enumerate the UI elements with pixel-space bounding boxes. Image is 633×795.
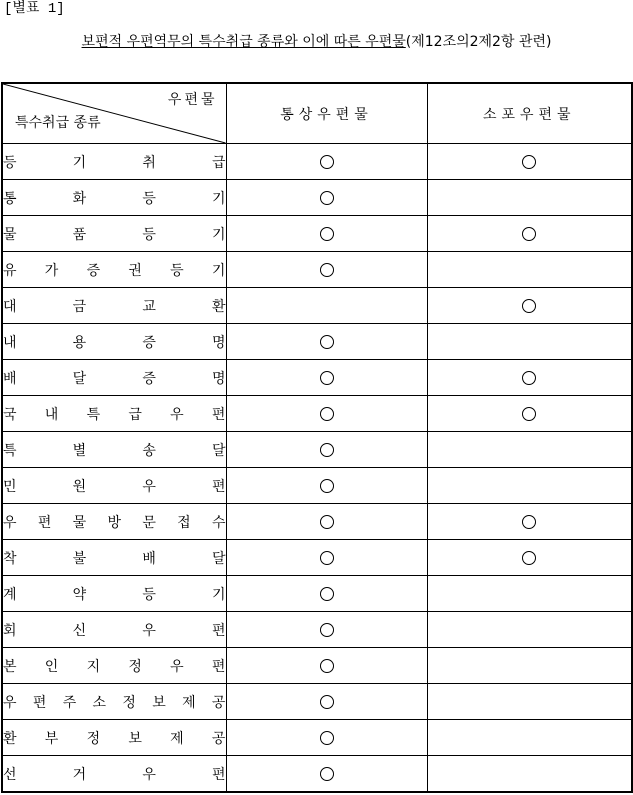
name-char: 편 xyxy=(211,766,226,783)
parcel-mail-cell xyxy=(427,720,632,756)
name-char: 제 xyxy=(182,694,196,711)
handling-type-text xyxy=(3,188,226,208)
regular-mail-cell xyxy=(226,432,427,468)
handling-type-name xyxy=(2,684,226,720)
name-char: 인 xyxy=(44,658,59,675)
name-char: 기 xyxy=(211,586,226,603)
name-char: 권 xyxy=(128,262,142,279)
table-row xyxy=(2,288,632,324)
handling-type-name xyxy=(2,288,226,324)
name-char: 달 xyxy=(72,370,87,387)
name-char: 기 xyxy=(211,262,226,279)
parcel-mail-cell xyxy=(427,396,632,432)
parcel-mail-cell xyxy=(427,360,632,396)
handling-type-name xyxy=(2,756,226,793)
name-char: 정 xyxy=(128,658,142,675)
handling-type-text xyxy=(3,656,226,676)
name-char: 내 xyxy=(3,334,17,351)
parcel-mail-cell xyxy=(427,684,632,720)
parcel-mail-cell xyxy=(427,216,632,252)
name-char: 기 xyxy=(211,226,226,243)
applicable-circle-mark xyxy=(320,155,334,169)
name-char: 명 xyxy=(211,370,226,387)
name-char: 접 xyxy=(177,514,191,531)
handling-type-name xyxy=(2,432,226,468)
parcel-mail-cell xyxy=(427,576,632,612)
table-row xyxy=(2,432,632,468)
applicable-circle-mark xyxy=(522,299,536,313)
name-char: 신 xyxy=(72,622,87,639)
annex-label: [별표 1] xyxy=(4,1,65,17)
table-row xyxy=(2,684,632,720)
applicable-circle-mark xyxy=(320,659,334,673)
regular-mail-cell xyxy=(226,504,427,540)
name-char: 거 xyxy=(72,766,87,783)
name-char: 급 xyxy=(211,154,226,171)
table-row xyxy=(2,360,632,396)
handling-type-text xyxy=(3,152,226,172)
name-char: 공 xyxy=(211,694,226,711)
name-char: 명 xyxy=(211,334,226,351)
handling-type-name xyxy=(2,324,226,360)
name-char: 본 xyxy=(3,658,17,675)
parcel-mail-cell xyxy=(427,288,632,324)
applicable-circle-mark xyxy=(320,623,334,637)
table-header-row xyxy=(2,83,632,144)
regular-mail-cell xyxy=(226,216,427,252)
name-char: 증 xyxy=(86,262,101,279)
name-char: 제 xyxy=(170,730,184,747)
applicable-circle-mark xyxy=(320,587,334,601)
name-char: 용 xyxy=(72,334,87,351)
name-char: 회 xyxy=(3,622,17,639)
table-row xyxy=(2,180,632,216)
table-row xyxy=(2,396,632,432)
regular-mail-cell xyxy=(226,144,427,180)
applicable-circle-mark xyxy=(320,443,334,457)
name-char: 교 xyxy=(142,298,156,315)
name-char: 화 xyxy=(72,190,87,207)
handling-type-text xyxy=(3,620,226,640)
handling-type-text xyxy=(3,368,226,388)
table-body xyxy=(2,144,632,793)
name-char: 증 xyxy=(142,334,156,351)
name-char: 취 xyxy=(142,154,156,171)
handling-type-name xyxy=(2,252,226,288)
handling-type-name xyxy=(2,360,226,396)
table-row xyxy=(2,720,632,756)
name-char: 공 xyxy=(211,730,226,747)
header-regular-mail: 통상우편물 xyxy=(226,83,427,144)
applicable-circle-mark xyxy=(320,515,334,529)
table-row xyxy=(2,576,632,612)
handling-type-name xyxy=(2,468,226,504)
name-char: 특 xyxy=(3,442,17,459)
regular-mail-cell xyxy=(226,684,427,720)
regular-mail-cell xyxy=(226,720,427,756)
name-char: 별 xyxy=(72,442,87,459)
handling-type-name xyxy=(2,612,226,648)
parcel-mail-cell xyxy=(427,648,632,684)
name-char: 등 xyxy=(170,262,184,279)
handling-type-text xyxy=(3,296,226,316)
regular-mail-cell xyxy=(226,612,427,648)
name-char: 부 xyxy=(44,730,59,747)
table-row xyxy=(2,612,632,648)
applicable-circle-mark xyxy=(522,371,536,385)
name-char: 특 xyxy=(86,406,101,423)
handling-type-name xyxy=(2,216,226,252)
name-char: 환 xyxy=(3,730,17,747)
parcel-mail-cell xyxy=(427,252,632,288)
name-char: 편 xyxy=(37,514,52,531)
special-handling-table xyxy=(1,82,633,793)
name-char: 우 xyxy=(3,514,17,531)
document-title xyxy=(0,33,633,51)
applicable-circle-mark xyxy=(320,371,334,385)
table-row xyxy=(2,756,632,793)
name-char: 방 xyxy=(107,514,122,531)
table-row xyxy=(2,648,632,684)
handling-type-text xyxy=(3,692,226,712)
handling-type-name xyxy=(2,396,226,432)
name-char: 우 xyxy=(170,406,184,423)
name-char: 등 xyxy=(142,190,156,207)
name-char: 환 xyxy=(211,298,226,315)
applicable-circle-mark xyxy=(320,695,334,709)
applicable-circle-mark xyxy=(320,407,334,421)
handling-type-text xyxy=(3,332,226,352)
regular-mail-cell xyxy=(226,468,427,504)
parcel-mail-cell xyxy=(427,756,632,793)
name-char: 달 xyxy=(211,550,226,567)
handling-type-text xyxy=(3,764,226,784)
applicable-circle-mark xyxy=(320,479,334,493)
name-char: 약 xyxy=(72,586,87,603)
parcel-mail-cell xyxy=(427,504,632,540)
name-char: 지 xyxy=(86,658,101,675)
handling-type-text xyxy=(3,224,226,244)
name-char: 불 xyxy=(72,550,87,567)
handling-type-text xyxy=(3,728,226,748)
name-char: 주 xyxy=(62,694,77,711)
regular-mail-cell xyxy=(226,360,427,396)
name-char: 편 xyxy=(211,406,226,423)
regular-mail-cell xyxy=(226,288,427,324)
name-char: 우 xyxy=(3,694,17,711)
title-reference: (제12조의2제2항 관련) xyxy=(405,34,552,50)
name-char: 선 xyxy=(3,766,17,783)
name-char: 가 xyxy=(44,262,59,279)
applicable-circle-mark xyxy=(522,155,536,169)
table-row xyxy=(2,216,632,252)
name-char: 계 xyxy=(3,586,17,603)
name-char: 우 xyxy=(142,622,156,639)
name-char: 정 xyxy=(86,730,101,747)
handling-type-text xyxy=(3,404,226,424)
handling-type-name xyxy=(2,144,226,180)
name-char: 등 xyxy=(3,154,17,171)
handling-type-text xyxy=(3,548,226,568)
regular-mail-cell xyxy=(226,252,427,288)
regular-mail-cell xyxy=(226,756,427,793)
name-char: 기 xyxy=(211,190,226,207)
parcel-mail-cell xyxy=(427,540,632,576)
name-char: 우 xyxy=(170,658,184,675)
name-char: 유 xyxy=(3,262,17,279)
parcel-mail-cell xyxy=(427,468,632,504)
name-char: 배 xyxy=(3,370,17,387)
table-row xyxy=(2,504,632,540)
name-char: 등 xyxy=(142,226,156,243)
regular-mail-cell xyxy=(226,180,427,216)
name-char: 국 xyxy=(3,406,17,423)
name-char: 물 xyxy=(3,226,17,243)
applicable-circle-mark xyxy=(522,227,536,241)
parcel-mail-cell xyxy=(427,180,632,216)
handling-type-text xyxy=(3,260,226,280)
name-char: 정 xyxy=(122,694,136,711)
handling-type-text xyxy=(3,476,226,496)
name-char: 달 xyxy=(211,442,226,459)
name-char: 송 xyxy=(142,442,156,459)
parcel-mail-cell xyxy=(427,612,632,648)
parcel-mail-cell xyxy=(427,144,632,180)
name-char: 배 xyxy=(142,550,156,567)
name-char: 문 xyxy=(142,514,156,531)
name-char: 물 xyxy=(72,514,87,531)
name-char: 보 xyxy=(128,730,142,747)
regular-mail-cell xyxy=(226,396,427,432)
applicable-circle-mark xyxy=(320,731,334,745)
header-parcel-mail: 소포우편물 xyxy=(427,83,632,144)
regular-mail-cell xyxy=(226,540,427,576)
table-row xyxy=(2,324,632,360)
table-row xyxy=(2,540,632,576)
applicable-circle-mark xyxy=(320,191,334,205)
name-char: 민 xyxy=(3,478,17,495)
handling-type-name xyxy=(2,180,226,216)
applicable-circle-mark xyxy=(522,515,536,529)
name-char: 우 xyxy=(142,766,156,783)
handling-type-name xyxy=(2,720,226,756)
name-char: 기 xyxy=(72,154,87,171)
table-row xyxy=(2,144,632,180)
regular-mail-cell xyxy=(226,576,427,612)
applicable-circle-mark xyxy=(320,767,334,781)
header-mail-type-label: 우편물 xyxy=(167,92,218,108)
handling-type-name xyxy=(2,648,226,684)
applicable-circle-mark xyxy=(522,407,536,421)
parcel-mail-cell xyxy=(427,432,632,468)
name-char: 편 xyxy=(32,694,47,711)
regular-mail-cell xyxy=(226,648,427,684)
name-char: 수 xyxy=(211,514,226,531)
handling-type-name xyxy=(2,504,226,540)
parcel-mail-cell xyxy=(427,324,632,360)
name-char: 편 xyxy=(211,478,226,495)
applicable-circle-mark xyxy=(522,551,536,565)
name-char: 우 xyxy=(142,478,156,495)
name-char: 보 xyxy=(152,694,166,711)
applicable-circle-mark xyxy=(320,227,334,241)
handling-type-name xyxy=(2,576,226,612)
name-char: 내 xyxy=(44,406,59,423)
name-char: 급 xyxy=(128,406,142,423)
name-char: 편 xyxy=(211,622,226,639)
name-char: 금 xyxy=(72,298,87,315)
diagonal-header-cell xyxy=(2,83,226,144)
name-char: 증 xyxy=(142,370,156,387)
applicable-circle-mark xyxy=(320,263,334,277)
handling-type-text xyxy=(3,512,226,532)
table-row xyxy=(2,252,632,288)
handling-type-name xyxy=(2,540,226,576)
applicable-circle-mark xyxy=(320,551,334,565)
handling-type-text xyxy=(3,440,226,460)
name-char: 등 xyxy=(142,586,156,603)
title-main: 보편적 우편역무의 특수취급 종류와 이에 따른 우편물 xyxy=(81,34,406,50)
name-char: 소 xyxy=(92,694,107,711)
name-char: 대 xyxy=(3,298,17,315)
name-char: 편 xyxy=(211,658,226,675)
name-char: 통 xyxy=(3,190,17,207)
name-char: 품 xyxy=(72,226,87,243)
handling-type-text xyxy=(3,584,226,604)
regular-mail-cell xyxy=(226,324,427,360)
header-handling-type-label: 특수취급 종류 xyxy=(15,115,101,131)
name-char: 원 xyxy=(72,478,87,495)
table-row xyxy=(2,468,632,504)
applicable-circle-mark xyxy=(320,335,334,349)
name-char: 착 xyxy=(3,550,17,567)
